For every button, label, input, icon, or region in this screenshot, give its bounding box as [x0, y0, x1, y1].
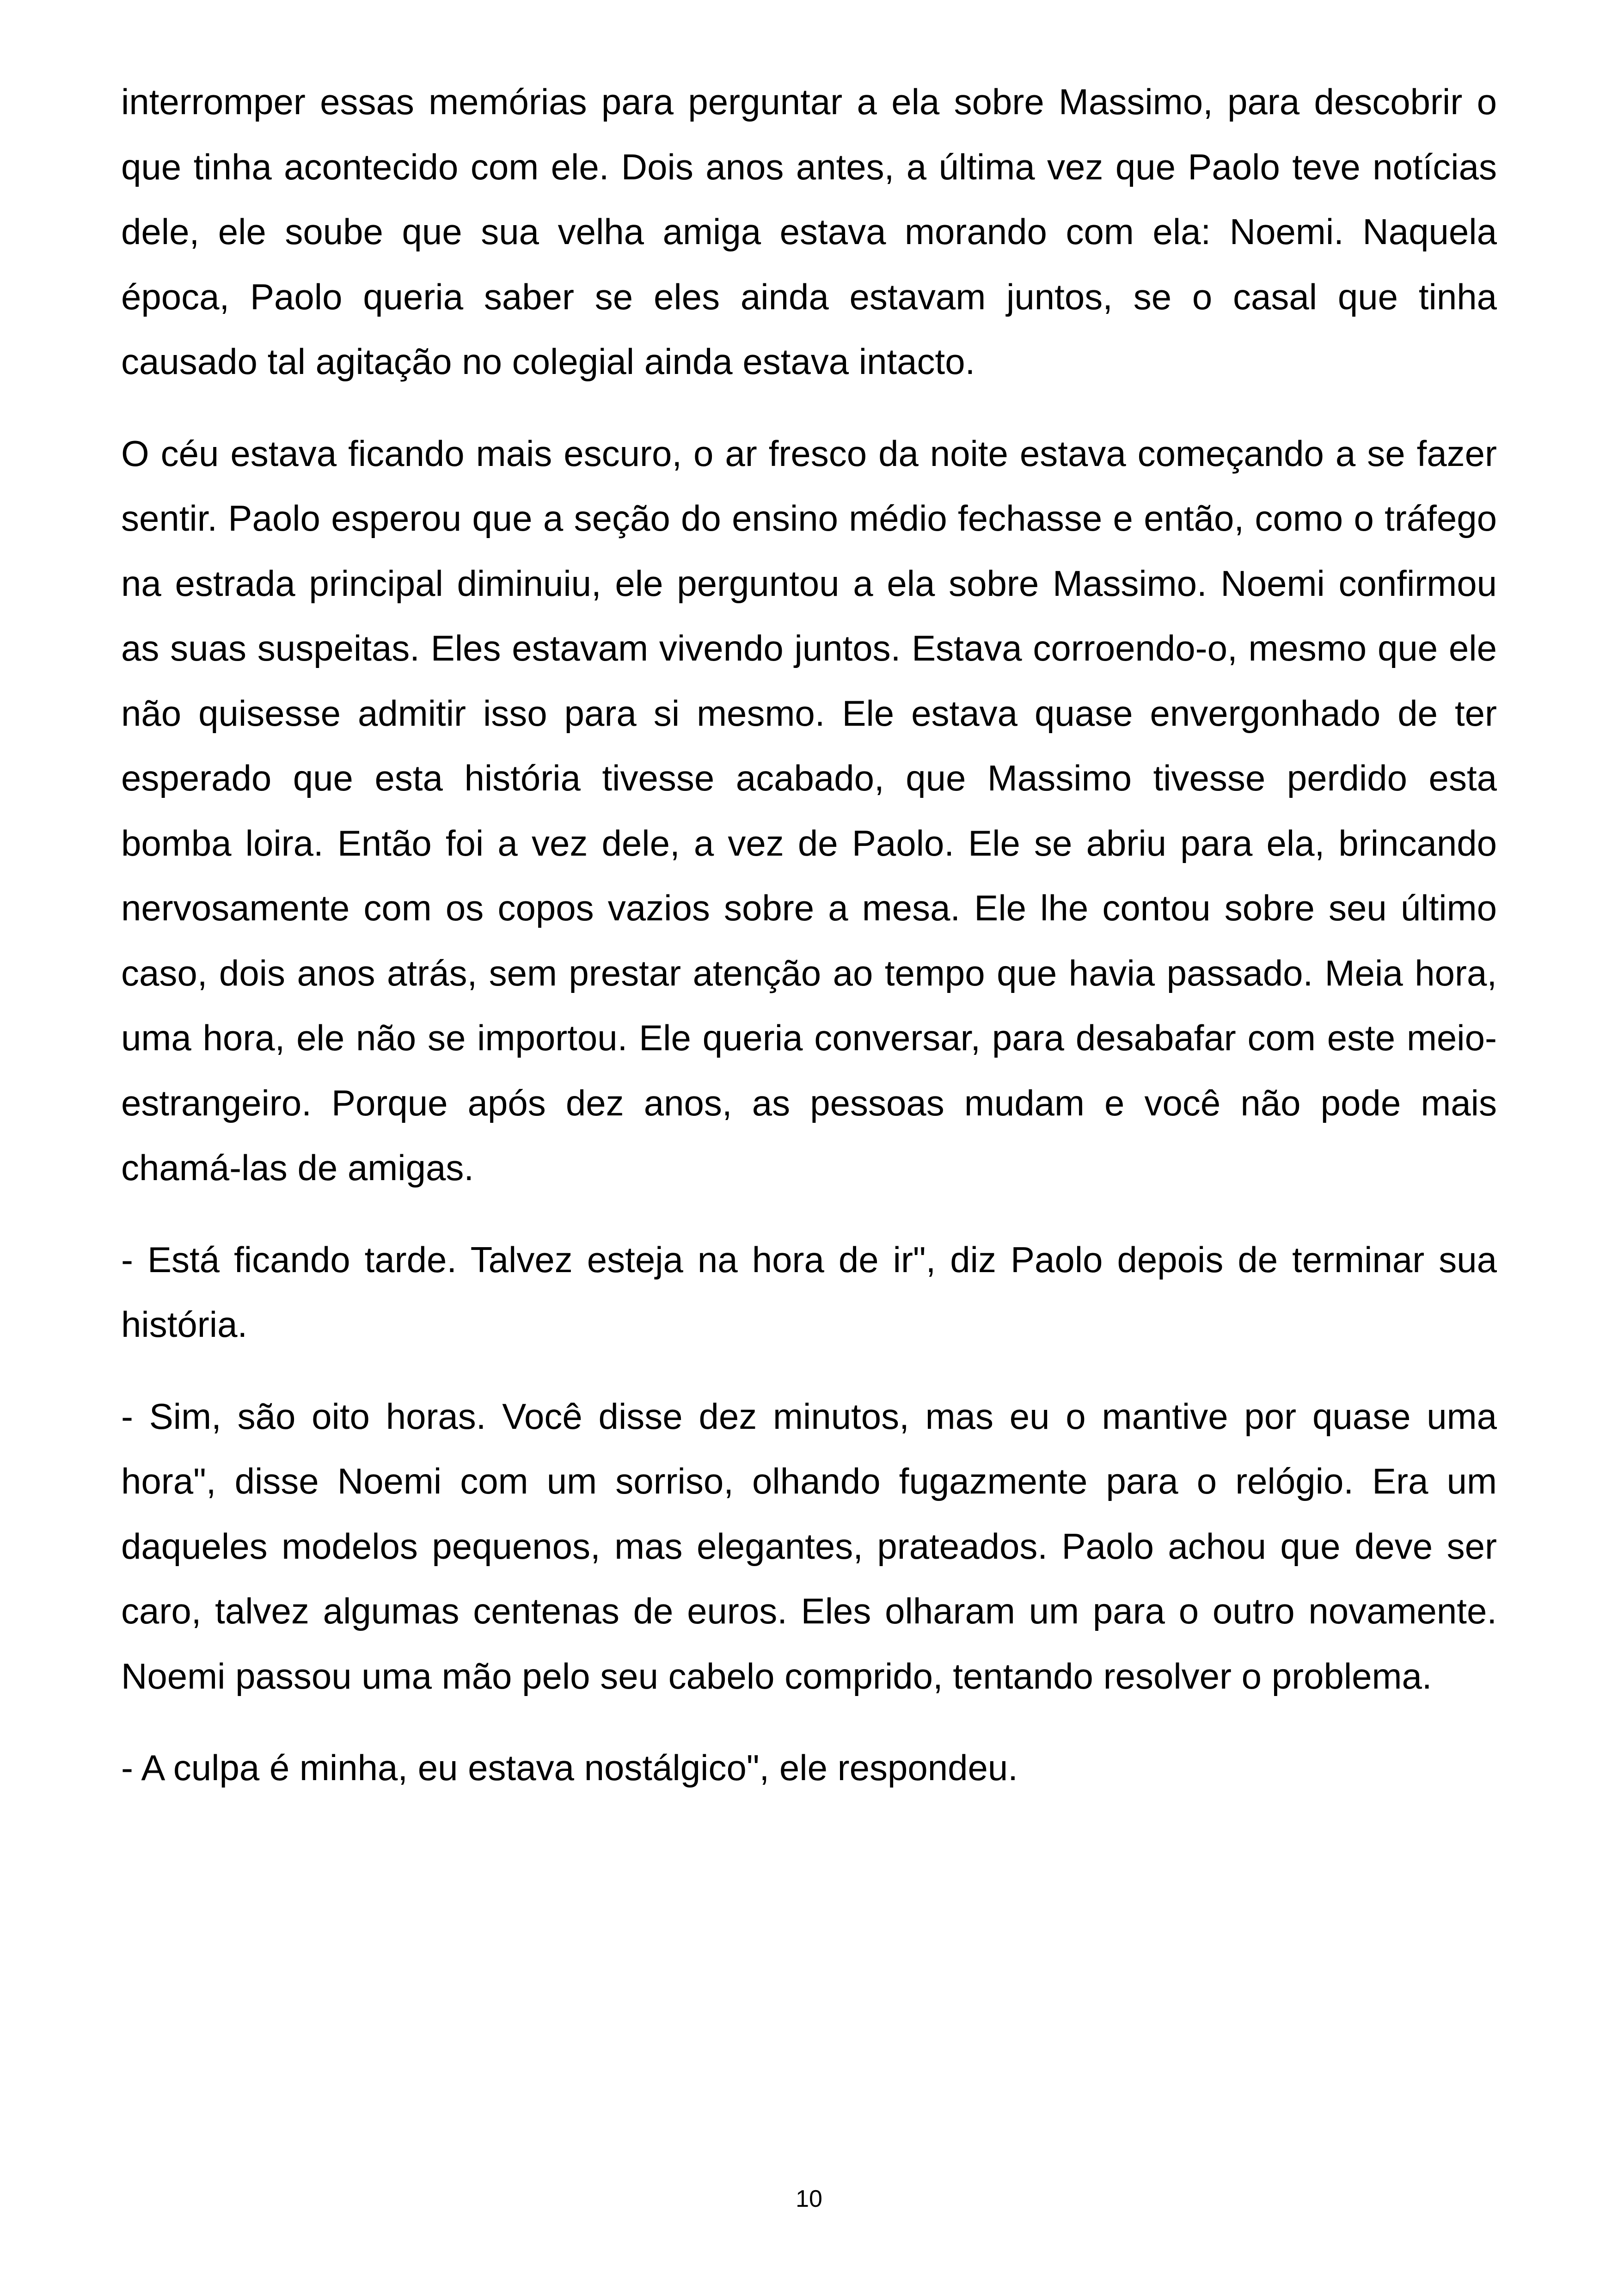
page-number: 10 — [796, 2186, 822, 2212]
page-body — [121, 69, 1497, 1827]
paragraph: interromper essas memórias para perguntar a ela sobre Massimo, para descobrir o que tinha acontecido com ele. Dois anos antes, a última vez que Paolo teve notícias dele, ele soube que sua velha amiga estava morando com ela: Noemi. Naquela época, Paolo queria saber se eles ainda estavam juntos, se o casal que tinha causado tal agitação no colegial ainda estava intacto. — [121, 81, 1497, 382]
paragraph: O céu estava ficando mais escuro, o ar fresco da noite estava começando a se fazer sentir. Paolo esperou que a seção do ensino médio fechasse e então, como o tráfego na estrada principal diminuiu, ele perguntou a ela sobre Massimo. Noemi confirmou as suas suspeitas. Eles estavam vivendo juntos. Estava corroendo-o, mesmo que ele não quisesse admitir isso para si mesmo. Ele estava quase envergonhado de ter esperado que esta história tivesse acabado, que Massimo tivesse perdido esta bomba loira. Então foi a vez dele, a vez de Paolo. Ele se abriu para ela, brincando nervosamente com os copos vazios sobre a mesa. Ele lhe contou sobre seu último caso, dois anos atrás, sem prestar atenção ao tempo que havia passado. Meia hora, uma hora, ele não se importou. Ele queria conversar, para desabafar com este meio-estrangeiro. Porque após dez anos, as pessoas mudam e você não pode mais chamá-las de amigas. — [121, 433, 1497, 1188]
paragraph: - Está ficando tarde. Talvez esteja na hora de ir", diz Paolo depois de terminar sua história. — [121, 1239, 1497, 1345]
paragraph: - A culpa é minha, eu estava nostálgico", ele respondeu. — [121, 1747, 1018, 1788]
paragraph: - Sim, são oito horas. Você disse dez minutos, mas eu o mantive por quase uma hora", disse Noemi com um sorriso, olhando fugazmente para o relógio. Era um daqueles modelos pequenos, mas elegantes, prateados. Paolo achou que deve ser caro, talvez algumas centenas de euros. Eles olharam um para o outro novamente. Noemi passou uma mão pelo seu cabelo comprido, tentando resolver o problema. — [121, 1396, 1497, 1696]
